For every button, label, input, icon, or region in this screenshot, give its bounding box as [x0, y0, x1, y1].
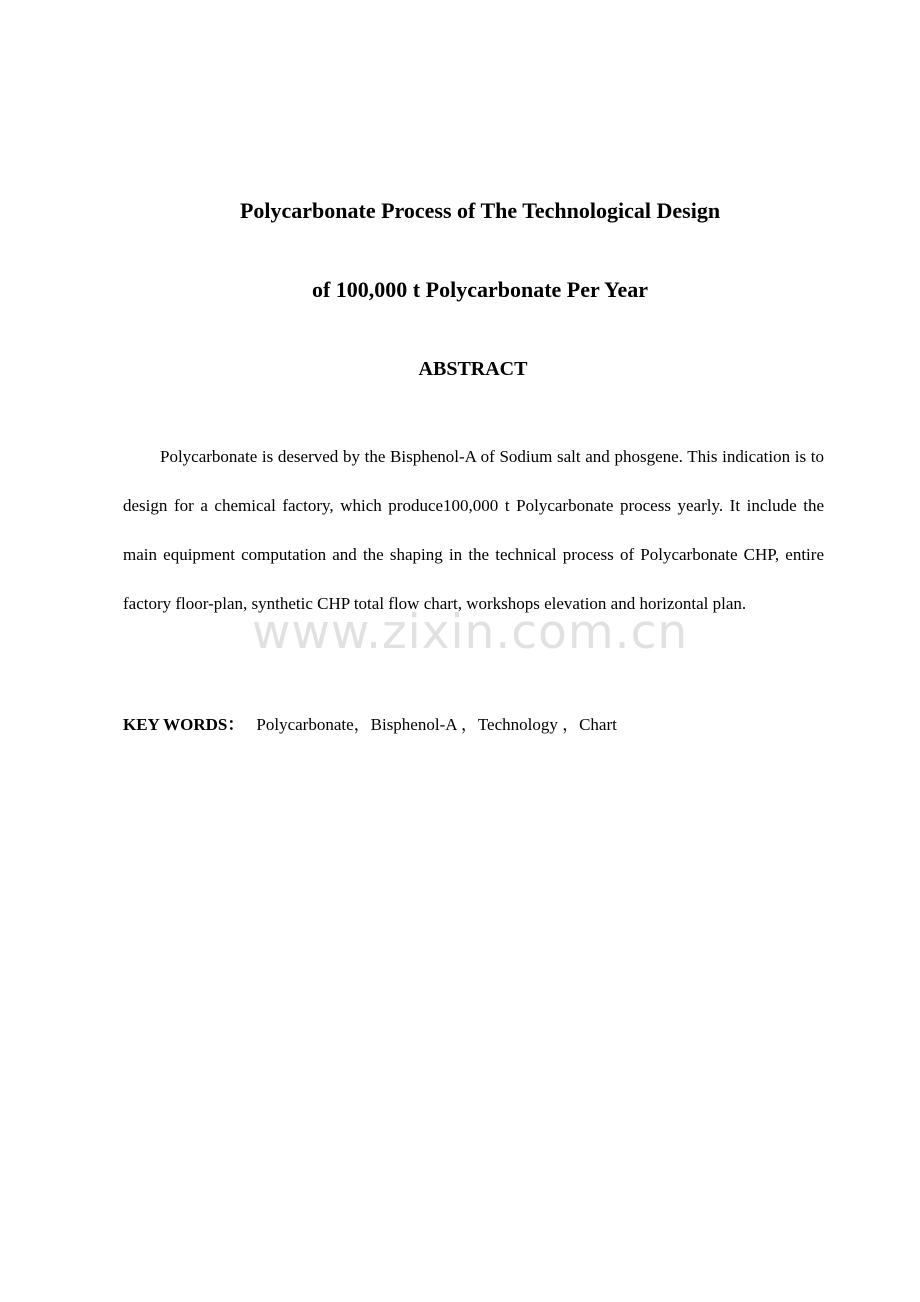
document-title-line-2: of 100,000 t Polycarbonate Per Year	[311, 277, 649, 302]
document-title-line-1: Polycarbonate Process of The Technological Design	[239, 198, 721, 223]
watermark-text: www.zixin.com.cn	[252, 605, 689, 660]
keywords-line	[123, 710, 824, 740]
keywords-label: KEY WORDS：	[123, 715, 245, 734]
abstract-paragraph: Polycarbonate is deserved by the Bisphenol-A of Sodium salt and phosgene. This indication is to design for a chemical factory, which produce100,000 t Polycarbonate process yearly. It include the main equipment computation and the shaping in the technical process of Polycarbonate CHP, entire factory floor-plan, synthetic CHP total flow chart, workshops elevation and horizontal plan.	[123, 447, 824, 613]
keywords-values: Polycarbonate，Bisphenol-A ，Technology ，Chart	[256, 715, 617, 734]
abstract-heading: ABSTRACT	[418, 358, 528, 380]
